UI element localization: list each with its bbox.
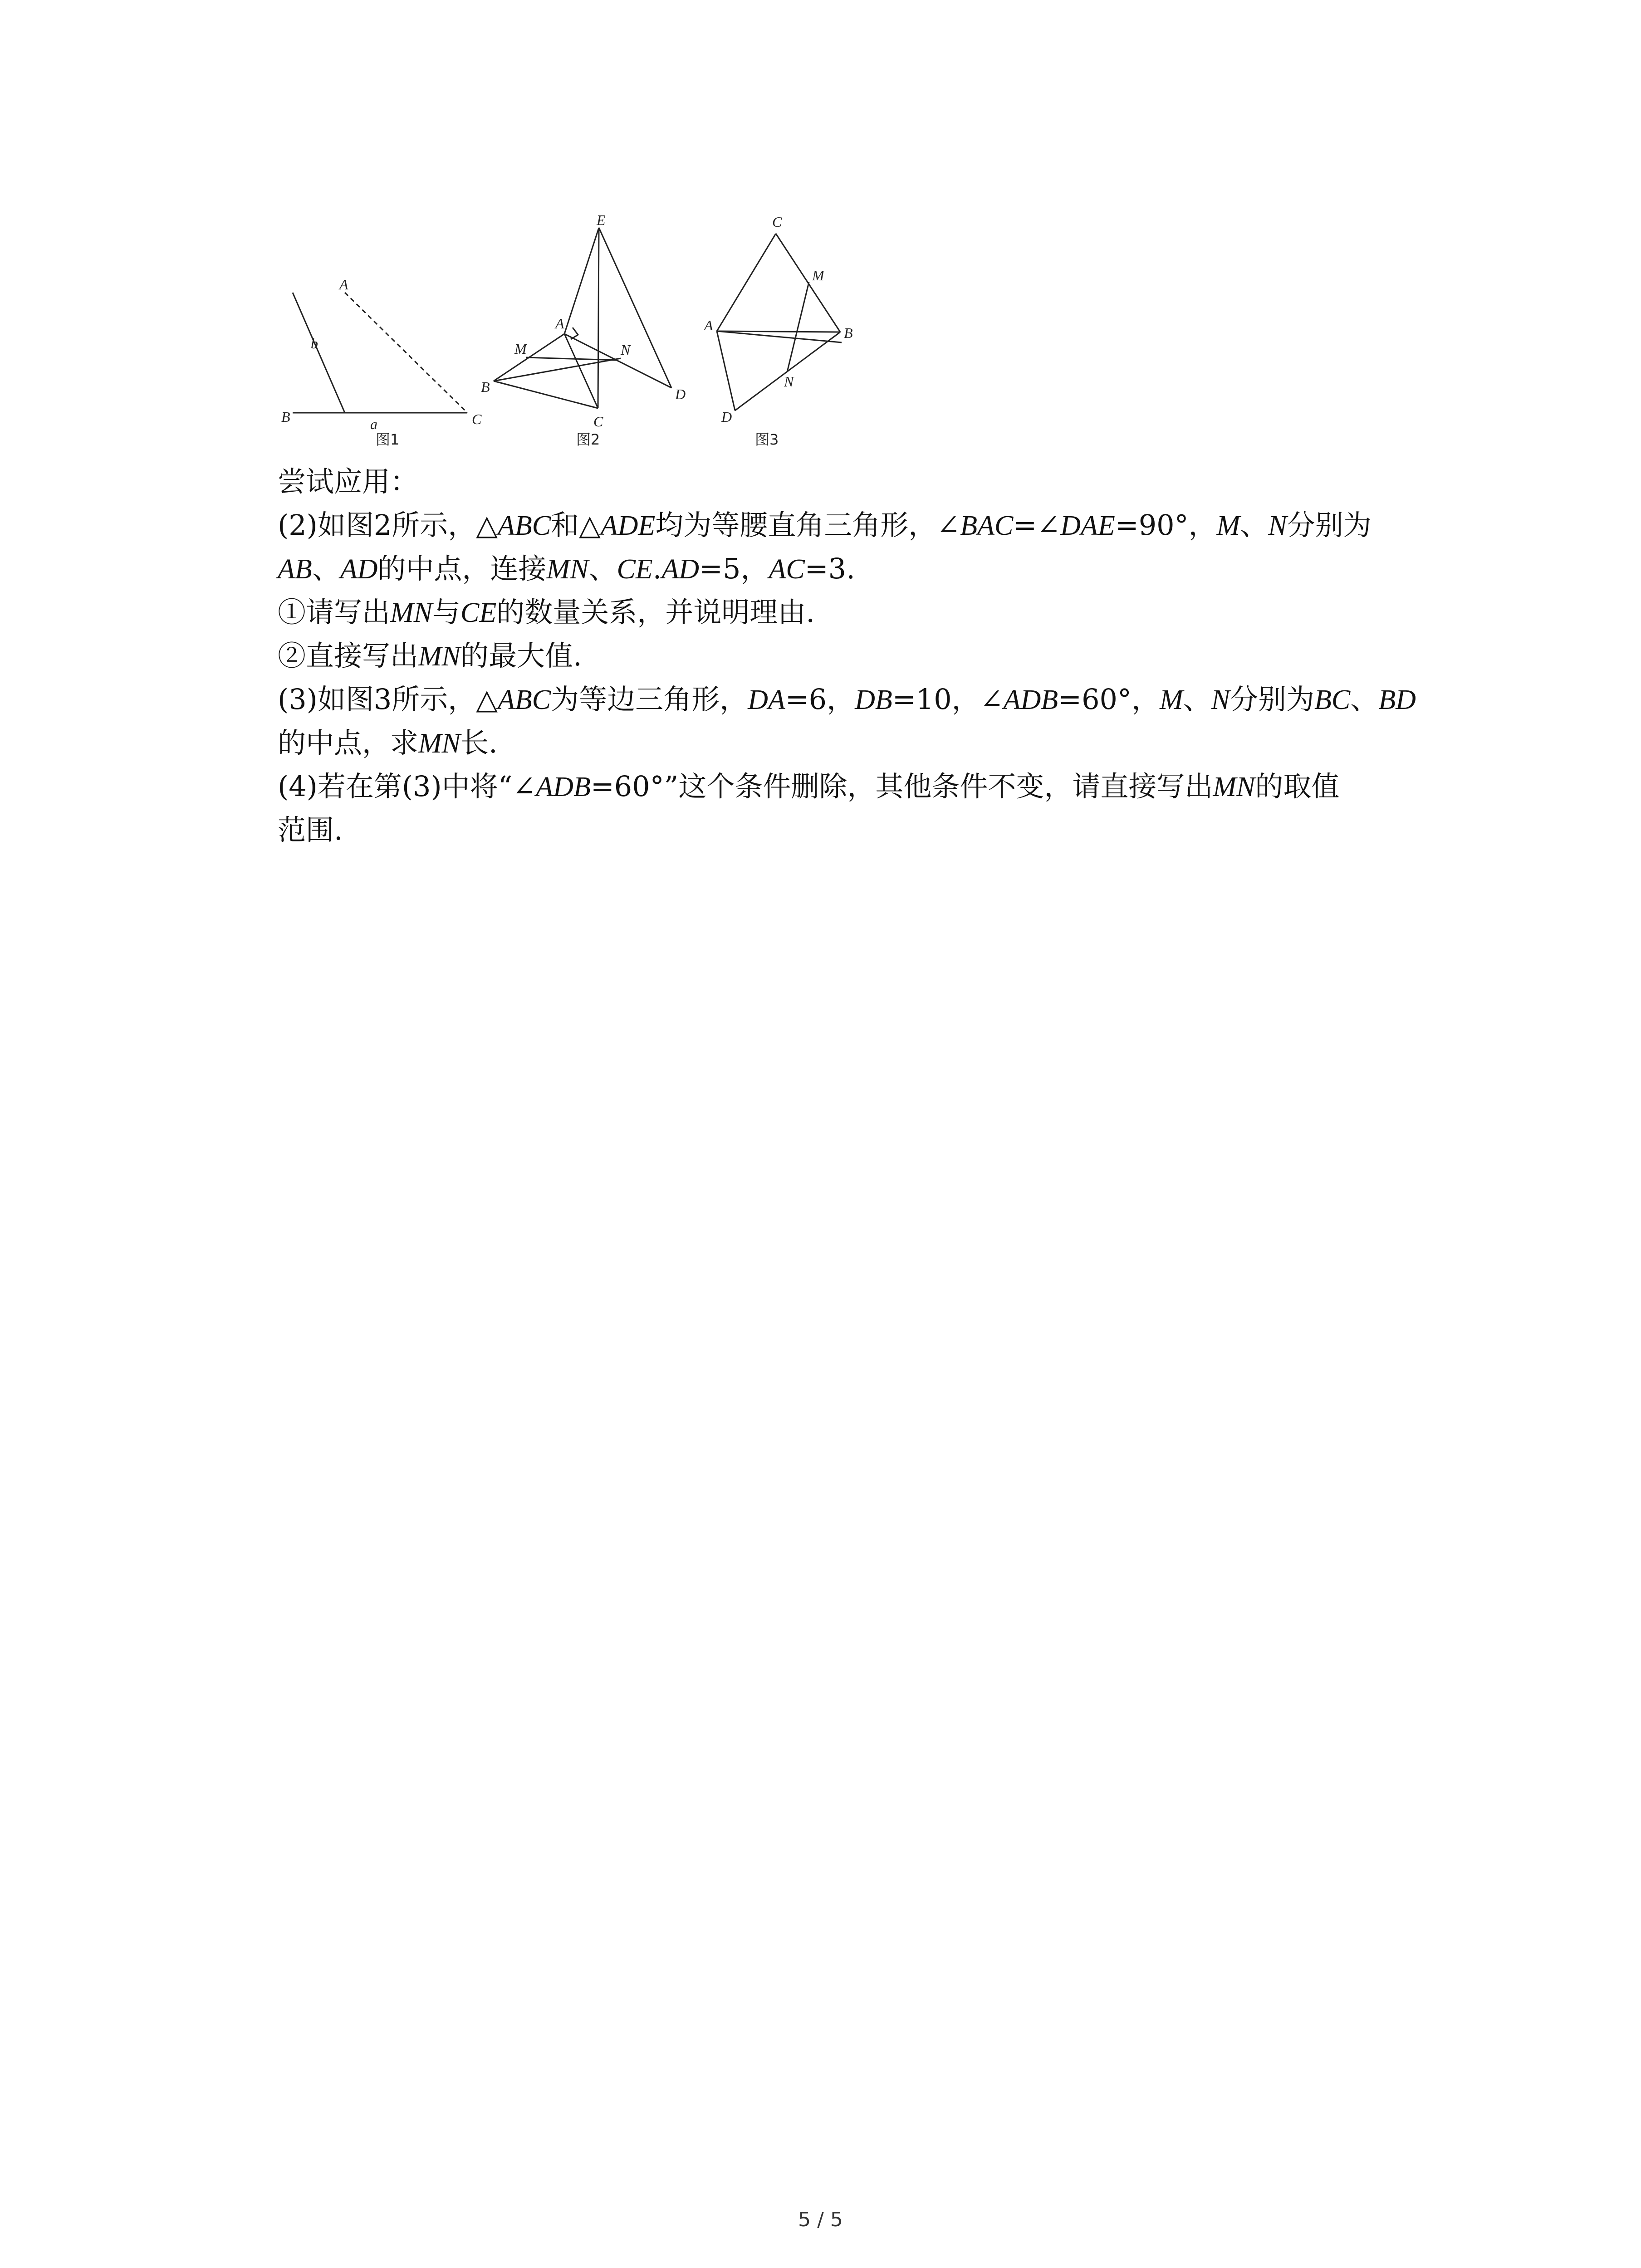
fig3-caption: 图3	[755, 431, 779, 448]
q4-line-1	[278, 765, 1457, 808]
text: =5，	[699, 552, 769, 585]
fig3-label-b: B	[844, 325, 853, 341]
text: 长.	[460, 726, 498, 759]
text: 、	[1350, 683, 1379, 716]
var: MN	[418, 728, 461, 759]
fig2-label-d: D	[675, 386, 686, 402]
fig2-label-m: M	[514, 341, 527, 357]
text: 的取值	[1255, 770, 1340, 803]
var: N	[1211, 684, 1230, 715]
text: 的最大值.	[460, 639, 582, 672]
text: =3.	[804, 552, 855, 585]
var: MN	[390, 597, 433, 628]
fig3-label-c: C	[772, 214, 782, 230]
fig3-label-m: M	[812, 267, 824, 284]
var: DA	[748, 684, 785, 715]
fig1-label-c-vertex: C	[472, 411, 482, 427]
text: 分别为	[1230, 683, 1315, 716]
var: N	[1268, 510, 1287, 541]
fig2-caption: 图2	[576, 431, 600, 448]
text: 为等边三角形，	[551, 683, 748, 716]
figure-3	[717, 234, 842, 411]
figure-2	[494, 228, 671, 408]
var: MN	[1213, 772, 1255, 802]
text: .	[652, 552, 662, 585]
var: ADB	[536, 772, 591, 802]
fig1-label-side-b: b	[311, 335, 318, 352]
text: (3)如图3所示，△	[278, 683, 498, 716]
heading-line	[278, 460, 1457, 503]
text: =90°，	[1115, 508, 1217, 542]
q3-line-2	[278, 721, 1457, 765]
text: =10，∠	[892, 683, 1004, 716]
figures-row	[272, 209, 953, 463]
text: 的中点，连接	[377, 552, 547, 585]
q3-line-1	[278, 678, 1457, 721]
text: 和△	[551, 508, 601, 542]
text: 的中点，求	[278, 726, 419, 759]
fig2-label-b: B	[481, 379, 490, 395]
var: MN	[546, 554, 589, 585]
var: BAC	[960, 510, 1014, 541]
text: =∠	[1013, 508, 1061, 542]
q2-sub1-line	[278, 591, 1457, 634]
var: DB	[855, 684, 892, 715]
fig3-label-d: D	[721, 409, 732, 425]
var: CE	[617, 554, 653, 585]
text: 、	[1183, 683, 1211, 716]
fig3-label-n: N	[784, 373, 794, 390]
text: 、	[312, 552, 340, 585]
var: MN	[418, 641, 461, 672]
page-number: 5 / 5	[798, 2208, 843, 2231]
text: (4)若在第(3)中将“∠	[278, 770, 536, 803]
text: 的数量关系，并说明理由.	[496, 596, 815, 629]
var: BD	[1378, 684, 1416, 715]
q2-intro-line	[278, 503, 1457, 547]
fig1-caption: 图1	[376, 431, 400, 448]
fig2-label-a: A	[555, 315, 564, 332]
fig1-label-side-a: a	[370, 416, 377, 432]
fig2-label-e: E	[597, 212, 606, 228]
text: =6，	[785, 683, 855, 716]
var: AD	[340, 554, 378, 585]
var: AC	[769, 554, 805, 585]
q2-intro-line-2	[278, 547, 1457, 591]
text: 、	[1240, 508, 1269, 542]
text: ②直接写出	[278, 639, 419, 672]
text: (2)如图2所示，△	[278, 508, 498, 542]
q4-line-2	[278, 808, 1457, 852]
geometry-figures	[272, 209, 953, 463]
var: ADE	[600, 510, 656, 541]
text: 范围.	[278, 813, 343, 846]
var: CE	[460, 597, 497, 628]
text: 分别为	[1287, 508, 1372, 542]
text: =60°，	[1058, 683, 1160, 716]
fig1-label-a-vertex: A	[339, 276, 348, 293]
fig2-label-c: C	[593, 413, 603, 430]
var: AD	[661, 554, 700, 585]
text: =60°”这个条件删除，其他条件不变，请直接写出	[590, 770, 1213, 803]
fig1-label-b-vertex: B	[281, 409, 290, 425]
var: DAE	[1060, 510, 1115, 541]
text: 与	[432, 596, 461, 629]
q2-sub2-line	[278, 634, 1457, 678]
fig3-label-a: A	[704, 317, 713, 333]
text: 均为等腰直角三角形，∠	[655, 508, 960, 542]
fig2-label-n: N	[621, 342, 631, 358]
var: M	[1159, 684, 1183, 715]
var: ABC	[497, 684, 551, 715]
var: ADB	[1003, 684, 1058, 715]
var: M	[1216, 510, 1240, 541]
var: ABC	[497, 510, 551, 541]
text: ①请写出	[278, 596, 391, 629]
text: 、	[588, 552, 617, 585]
section-heading: 尝试应用：	[278, 465, 419, 498]
var: BC	[1314, 684, 1351, 715]
var: AB	[278, 554, 312, 585]
problem-text	[278, 460, 1457, 852]
figure-1	[293, 293, 467, 413]
